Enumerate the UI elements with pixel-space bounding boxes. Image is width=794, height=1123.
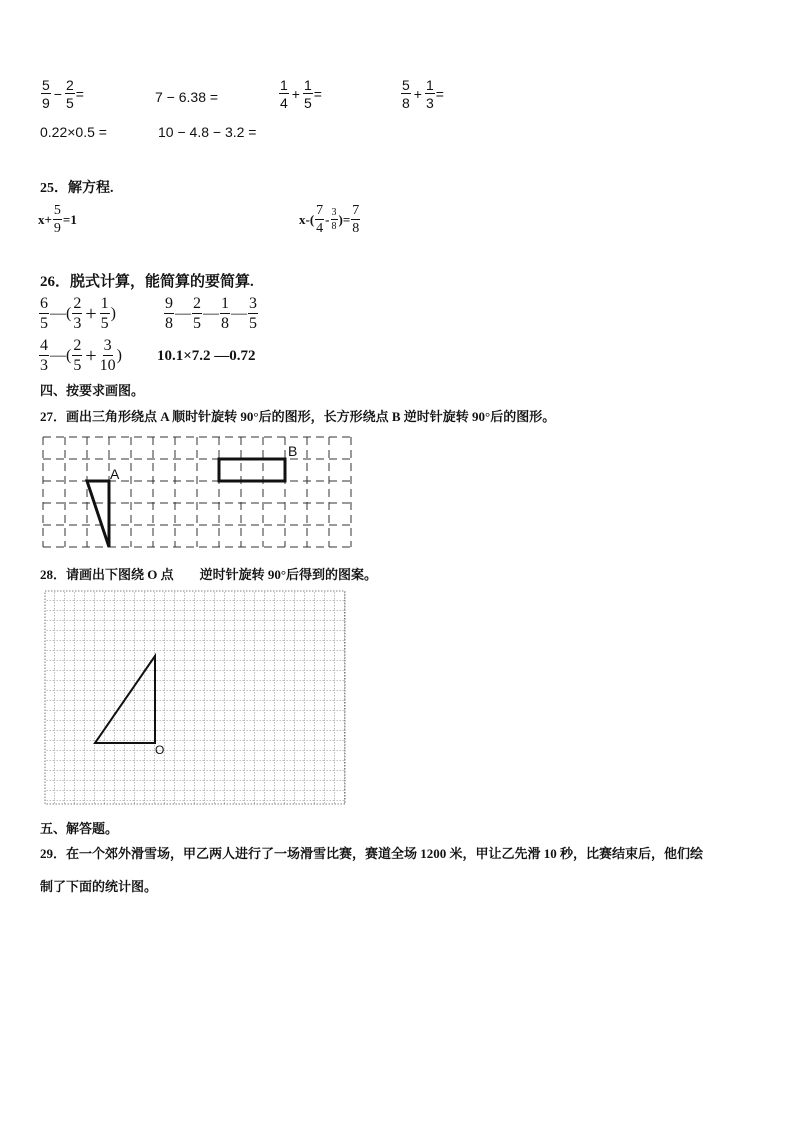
point-o-label: O — [155, 743, 165, 757]
calc-expr-3: $\frac{4}{3}$ —( $\frac{2}{5}$ + $\frac{3}{10}$ ) — [40, 337, 122, 374]
fraction: $\frac{5}{8}$ — [402, 77, 410, 111]
calc-expr-4: 10.1×7.2 —0.72 — [157, 348, 256, 364]
fraction: $\frac{2}{5}$ — [193, 295, 201, 332]
rotation-grid-27 — [40, 434, 356, 552]
question-29-line-1: 29．在一个郊外滑雪场，甲乙两人进行了一场滑雪比赛，赛道全场 1200 米，甲让乙先滑 10 秒，比赛结束后，他们绘 — [40, 846, 704, 861]
fraction: $\frac{3}{8}$ — [331, 207, 337, 232]
fraction: $\frac{4}{3}$ — [40, 337, 48, 374]
rotation-grid-28 — [44, 590, 346, 806]
question-26-title: 26．脱式计算，能简算的要简算. — [40, 274, 254, 290]
calc-expr-2: $\frac{9}{8}$ — $\frac{2}{5}$ — $\frac{1}{8}$ — $\frac{3}{5}$ — [165, 295, 257, 332]
fraction: $\frac{3}{10}$ — [99, 337, 116, 374]
equation-2: x-( $\frac{7}{4}$ - $\frac{3}{8}$ )= $\frac{7}{8}$ — [299, 203, 360, 236]
section-5-heading: 五、解答题。 — [40, 821, 119, 836]
calc-expr-1: $\frac{6}{5}$ —( $\frac{2}{3}$ + $\frac{1}{5}$ ) — [40, 295, 116, 332]
fraction: $\frac{7}{4}$ — [316, 203, 324, 236]
expr-1-2: 7 − 6.38 = — [155, 89, 219, 105]
fraction: $\frac{2}{5}$ — [73, 337, 82, 374]
fraction: $\frac{5}{9}$ — [42, 77, 50, 111]
question-28-title: 28．请画出下图绕 O 点 逆时针旋转 90°后得到的图案。 — [40, 567, 378, 582]
fraction: $\frac{6}{5}$ — [40, 295, 48, 332]
expr-2-2: 10 − 4.8 − 3.2 = — [158, 124, 257, 140]
question-25-title: 25．解方程. — [40, 181, 114, 196]
triangle-shape — [87, 481, 109, 547]
dotted-grid — [45, 591, 345, 804]
expr-2-1: 0.22×0.5 = — [40, 124, 107, 140]
fraction: $\frac{9}{8}$ — [165, 295, 173, 332]
point-a-label: A — [110, 466, 120, 482]
fraction: $\frac{5}{9}$ — [53, 203, 61, 236]
section-4-heading: 四、按要求画图。 — [40, 383, 145, 398]
fraction: $\frac{1}{5}$ — [303, 77, 312, 111]
question-27-title: 27．画出三角形绕点 A 顺时针旋转 90°后的图形，长方形绕点 B 逆时针旋转 90°后的图形。 — [40, 409, 556, 424]
expr-1-3: $\frac{1}{4}$ + $\frac{1}{5}$ = — [280, 77, 322, 111]
fraction: $\frac{2}{5}$ — [65, 77, 74, 111]
fraction: $\frac{1}{5}$ — [100, 295, 109, 332]
equation-1: x+ $\frac{5}{9}$ =1 — [38, 203, 77, 236]
fraction: $\frac{3}{5}$ — [249, 295, 257, 332]
fraction: $\frac{1}{3}$ — [425, 77, 434, 111]
fraction: $\frac{2}{3}$ — [73, 295, 82, 332]
expr-1-4: $\frac{5}{8}$ + $\frac{1}{3}$ = — [402, 77, 444, 111]
fraction: $\frac{7}{8}$ — [352, 203, 360, 236]
fraction: $\frac{1}{8}$ — [221, 295, 229, 332]
point-b-label: B — [288, 443, 298, 459]
question-29-line-2: 制了下面的统计图。 — [40, 879, 158, 894]
rectangle-shape — [219, 459, 285, 481]
fraction: $\frac{1}{4}$ — [280, 77, 288, 111]
expr-1-1: $\frac{5}{9}$ − $\frac{2}{5}$ = — [42, 77, 84, 111]
